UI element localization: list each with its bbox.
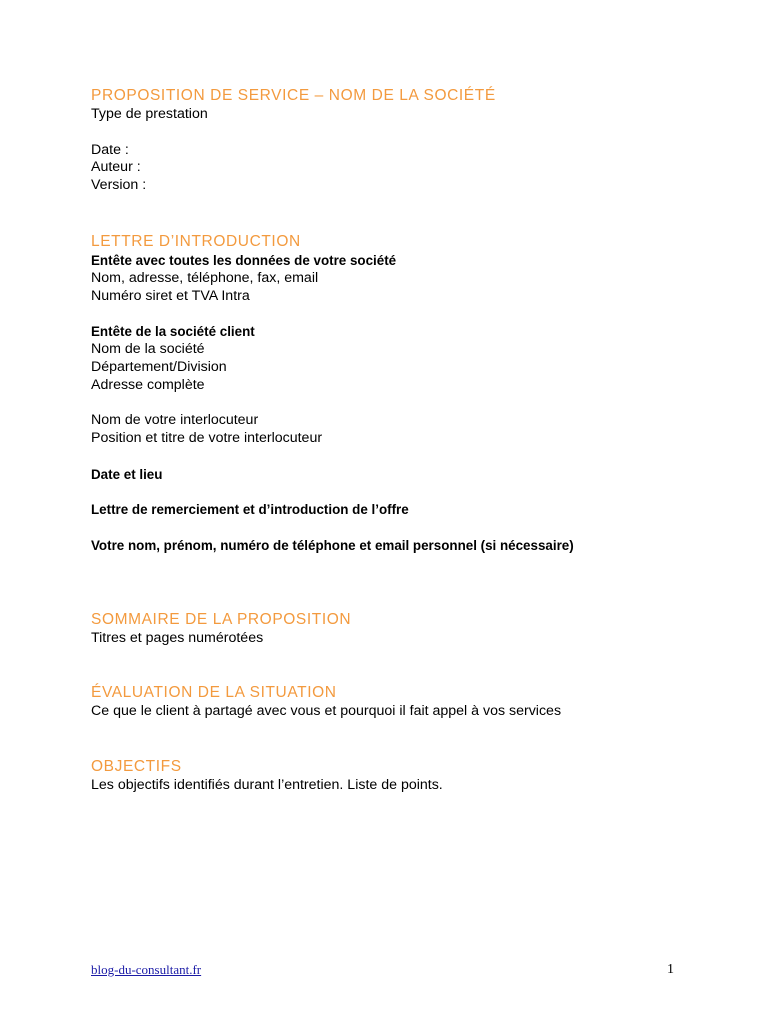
author-label: Auteur :: [91, 159, 141, 176]
evaluation-text: Ce que le client à partagé avec vous et pourquoi il fait appel à vos services: [91, 703, 562, 720]
spacer: [91, 448, 691, 466]
section-spacer: [91, 721, 691, 757]
date-label: Date :: [91, 141, 129, 158]
document-title: PROPOSITION DE SERVICE – NOM DE LA SOCIÉTÉ: [91, 87, 496, 104]
company-registration-line: Numéro siret et TVA Intra: [91, 287, 250, 304]
section-spacer: [91, 647, 691, 683]
contact-name-line: Nom de votre interlocuteur: [91, 412, 259, 429]
client-name-line: Nom de la société: [91, 340, 205, 357]
section-spacer: [91, 555, 691, 610]
contact-position-line: Position et titre de votre interlocuteur: [91, 429, 323, 446]
signature-line: Votre nom, prénom, numéro de téléphone et email personnel (si nécessaire): [91, 537, 574, 553]
date-place-line: Date et lieu: [91, 466, 163, 482]
spacer: [91, 519, 691, 537]
spacer: [91, 124, 691, 142]
version-label: Version :: [91, 177, 147, 194]
client-header-title: Entête de la société client: [91, 324, 255, 340]
summary-text: Titres et pages numérotées: [91, 629, 264, 646]
spacer: [91, 483, 691, 501]
spacer: [91, 394, 691, 412]
page-number: 1: [667, 962, 674, 977]
company-header-title: Entête avec toutes les données de votre société: [91, 252, 397, 268]
objectives-heading: OBJECTIFS: [91, 758, 182, 776]
document-page: [91, 86, 691, 795]
evaluation-heading: ÉVALUATION DE LA SITUATION: [91, 684, 337, 702]
section-spacer: [91, 195, 691, 232]
footer-website-link[interactable]: blog-du-consultant.fr: [91, 962, 202, 977]
company-contact-line: Nom, adresse, téléphone, fax, email: [91, 269, 319, 286]
client-address-line: Adresse complète: [91, 376, 205, 393]
client-department-line: Département/Division: [91, 358, 227, 375]
objectives-text: Les objectifs identifiés durant l’entretien. Liste de points.: [91, 777, 443, 794]
summary-heading: SOMMAIRE DE LA PROPOSITION: [91, 610, 352, 628]
thanks-letter-line: Lettre de remerciement et d’introduction de l’offre: [91, 502, 409, 518]
service-type-line: Type de prestation: [91, 106, 208, 122]
intro-heading: LETTRE D’INTRODUCTION: [91, 232, 301, 250]
spacer: [91, 305, 691, 323]
